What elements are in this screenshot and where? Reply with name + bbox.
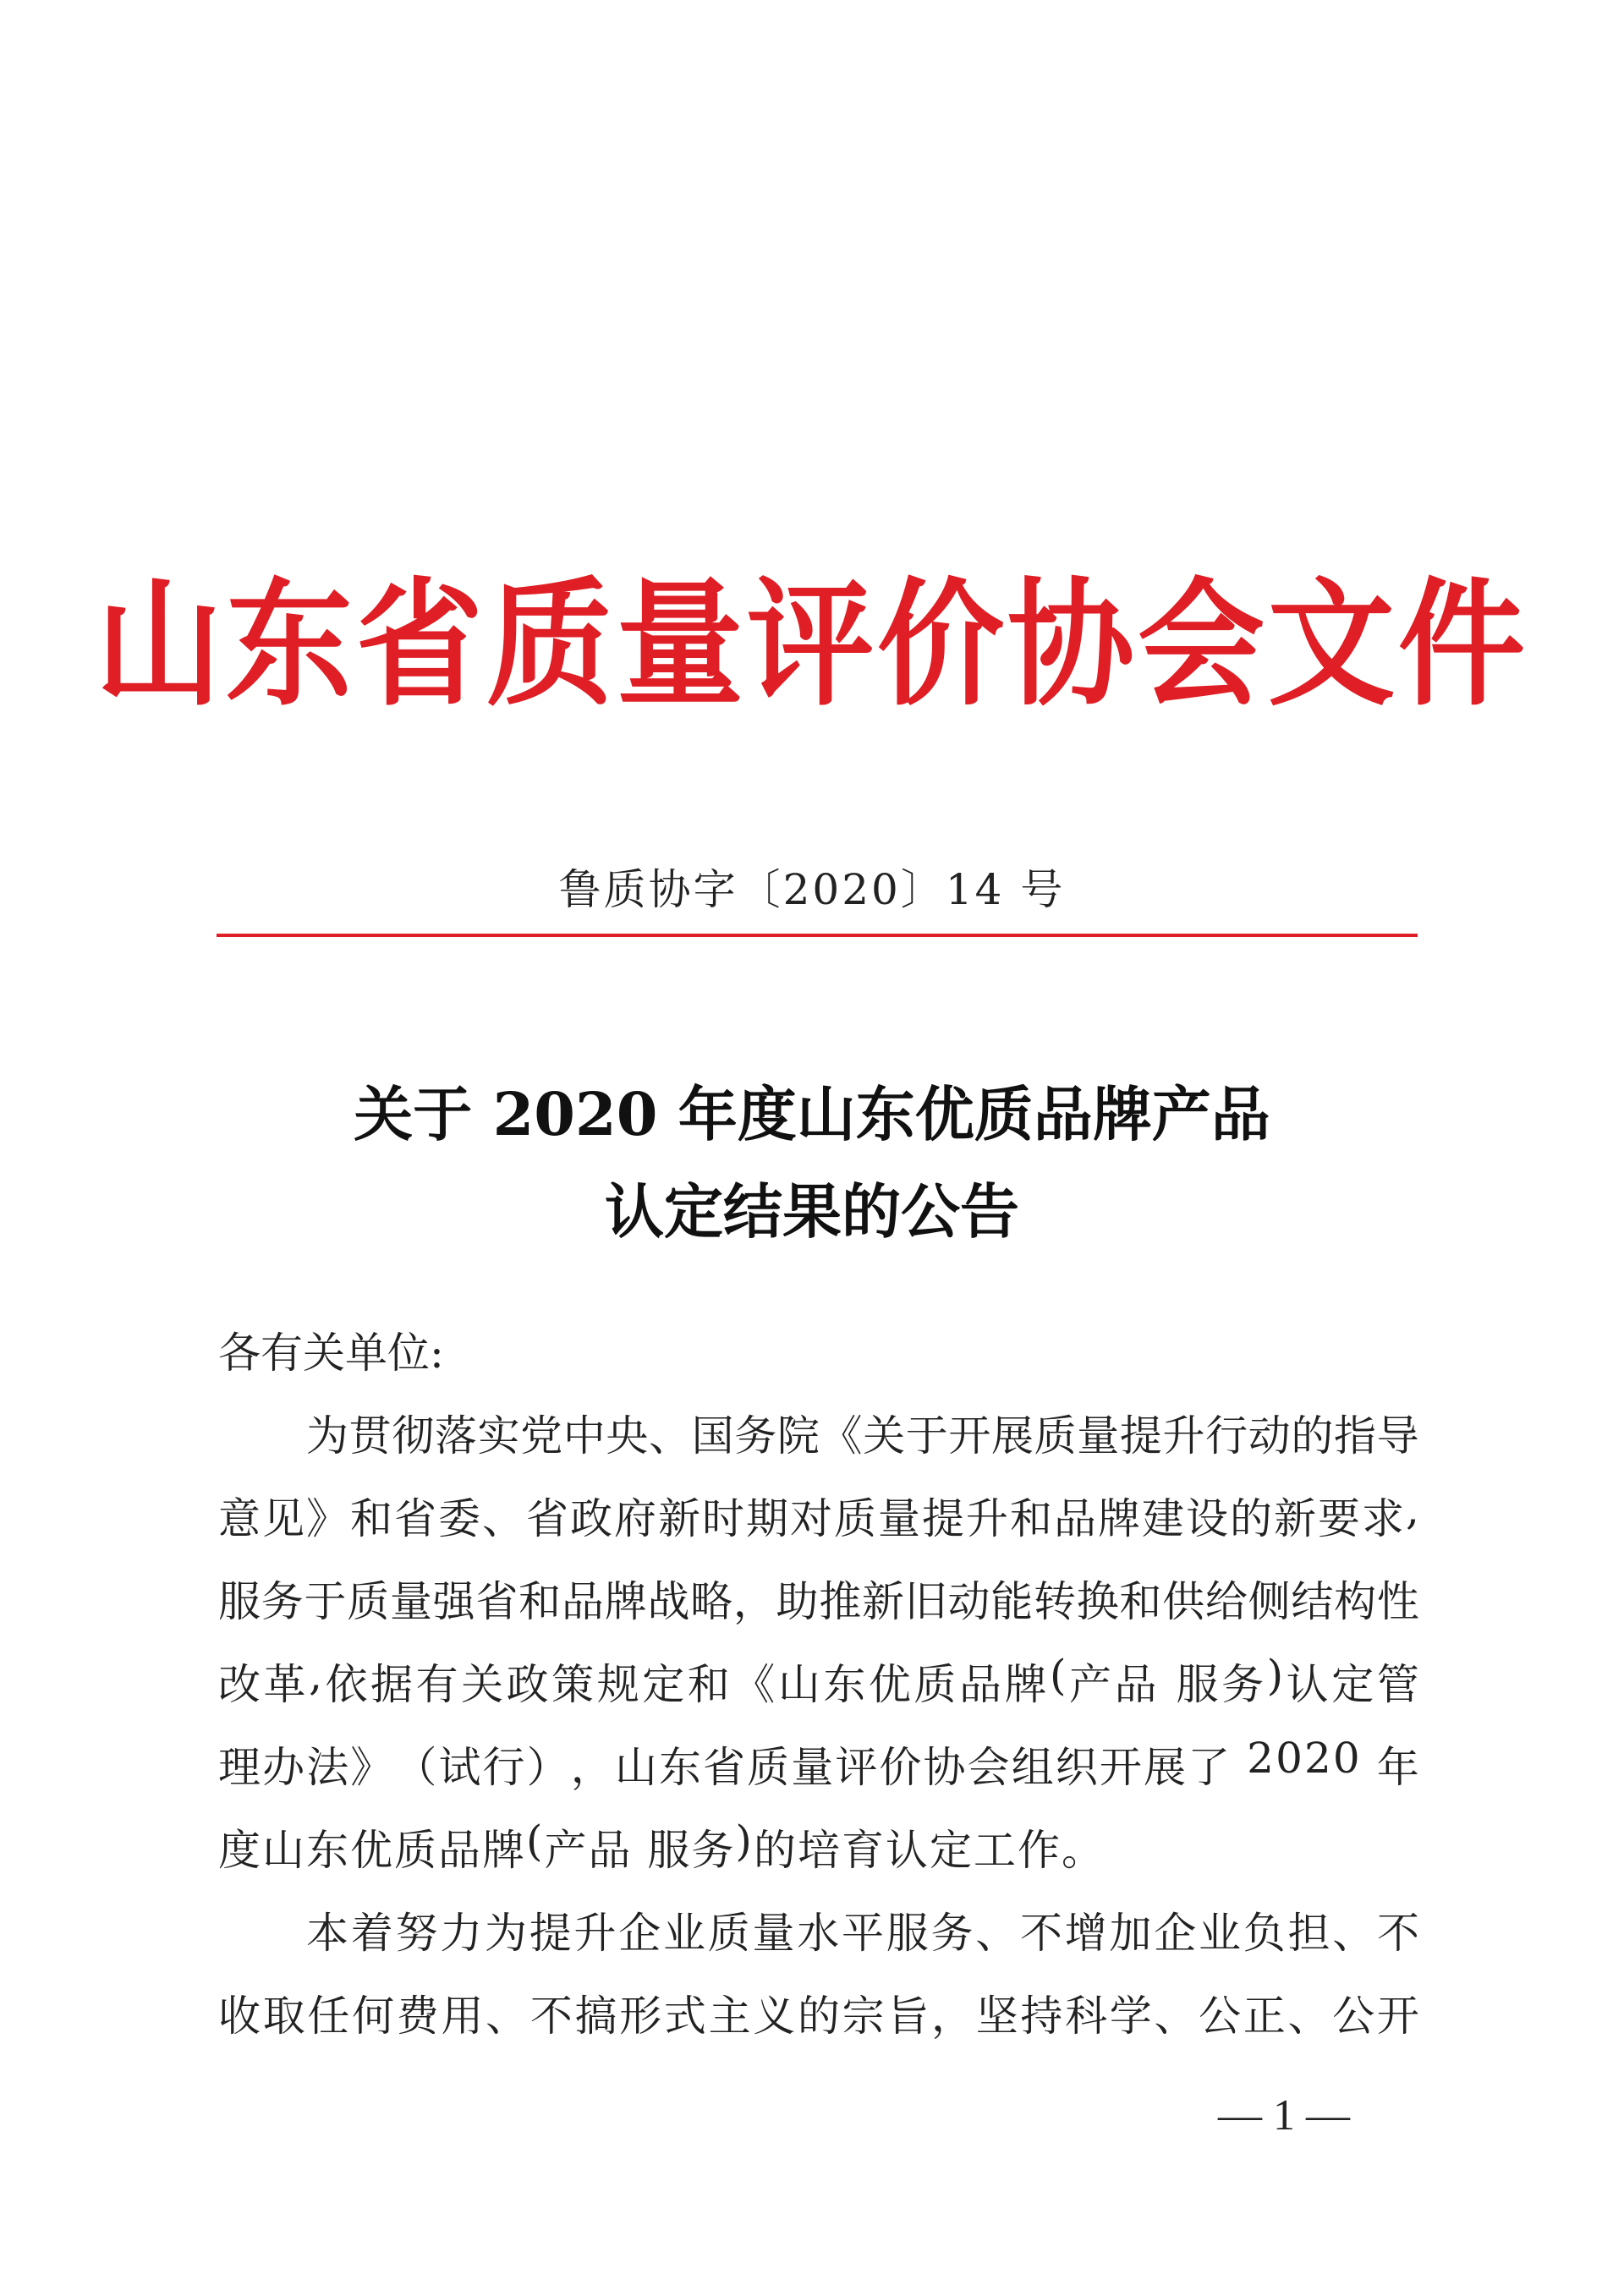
paragraph-1-line-3: 服 务 于 质 量 强 省 和 品 牌 战 略 ， 助 推 新 旧 动 能 转 换 和 供 给 侧 结 构 性 [218,1577,1419,1626]
paragraph-1-line-5: 理 办 法 》 （ 试 行 ） ， 山 东 省 质 量 评 价 协 会 组 织 开 展 了 2 0 2 0 年 [218,1734,1419,1792]
announcement-title-line-2: 认定结果的公告 [605,1176,1019,1247]
salutation: 各有关单位: [218,1329,444,1378]
paragraph-2-line-2: 收 取 任 何 费 用 、 不 搞 形 式 主 义 的 宗 旨 ， 坚 持 科 学 、 公 正 、 公 开 [218,1992,1419,2041]
paragraph-1-line-1: 为 贯 彻 落 实 党 中 央 、 国 务 院 《 关 于 开 展 质 量 提 升 行 动 的 指 导 [306,1411,1419,1460]
paragraph-2-line-1: 本 着 努 力 为 提 升 企 业 质 量 水 平 服 务 、 不 增 加 企 业 负 担 、 不 [306,1909,1419,1958]
page-number: — 1 — [1218,2091,1350,2140]
paragraph-1-line-6: 度 山 东 优 质 品 牌 ( 产 品 服 务 ) 的 培 育 认 定 工 作 。 [218,1817,1106,1875]
paragraph-1-line-2: 意 见 》 和 省 委 、 省 政 府 新 时 期 对 质 量 提 升 和 品 牌 建 设 的 新 要 求 , [218,1485,1419,1543]
masthead-title: 山东省质量评价协会文件 [95,564,1528,726]
document-number: 鲁质协字〔2020〕14 号 [558,865,1066,914]
red-divider-line [217,934,1418,937]
announcement-title-line-1: 关于 2020 年度山东优质品牌产品 [354,1079,1270,1149]
paragraph-1-line-4: 改 革 , 依 据 有 关 政 策 规 定 和 《 山 东 优 质 品 牌 ( 产 品 服 务 ) 认 定 管 [218,1651,1419,1709]
